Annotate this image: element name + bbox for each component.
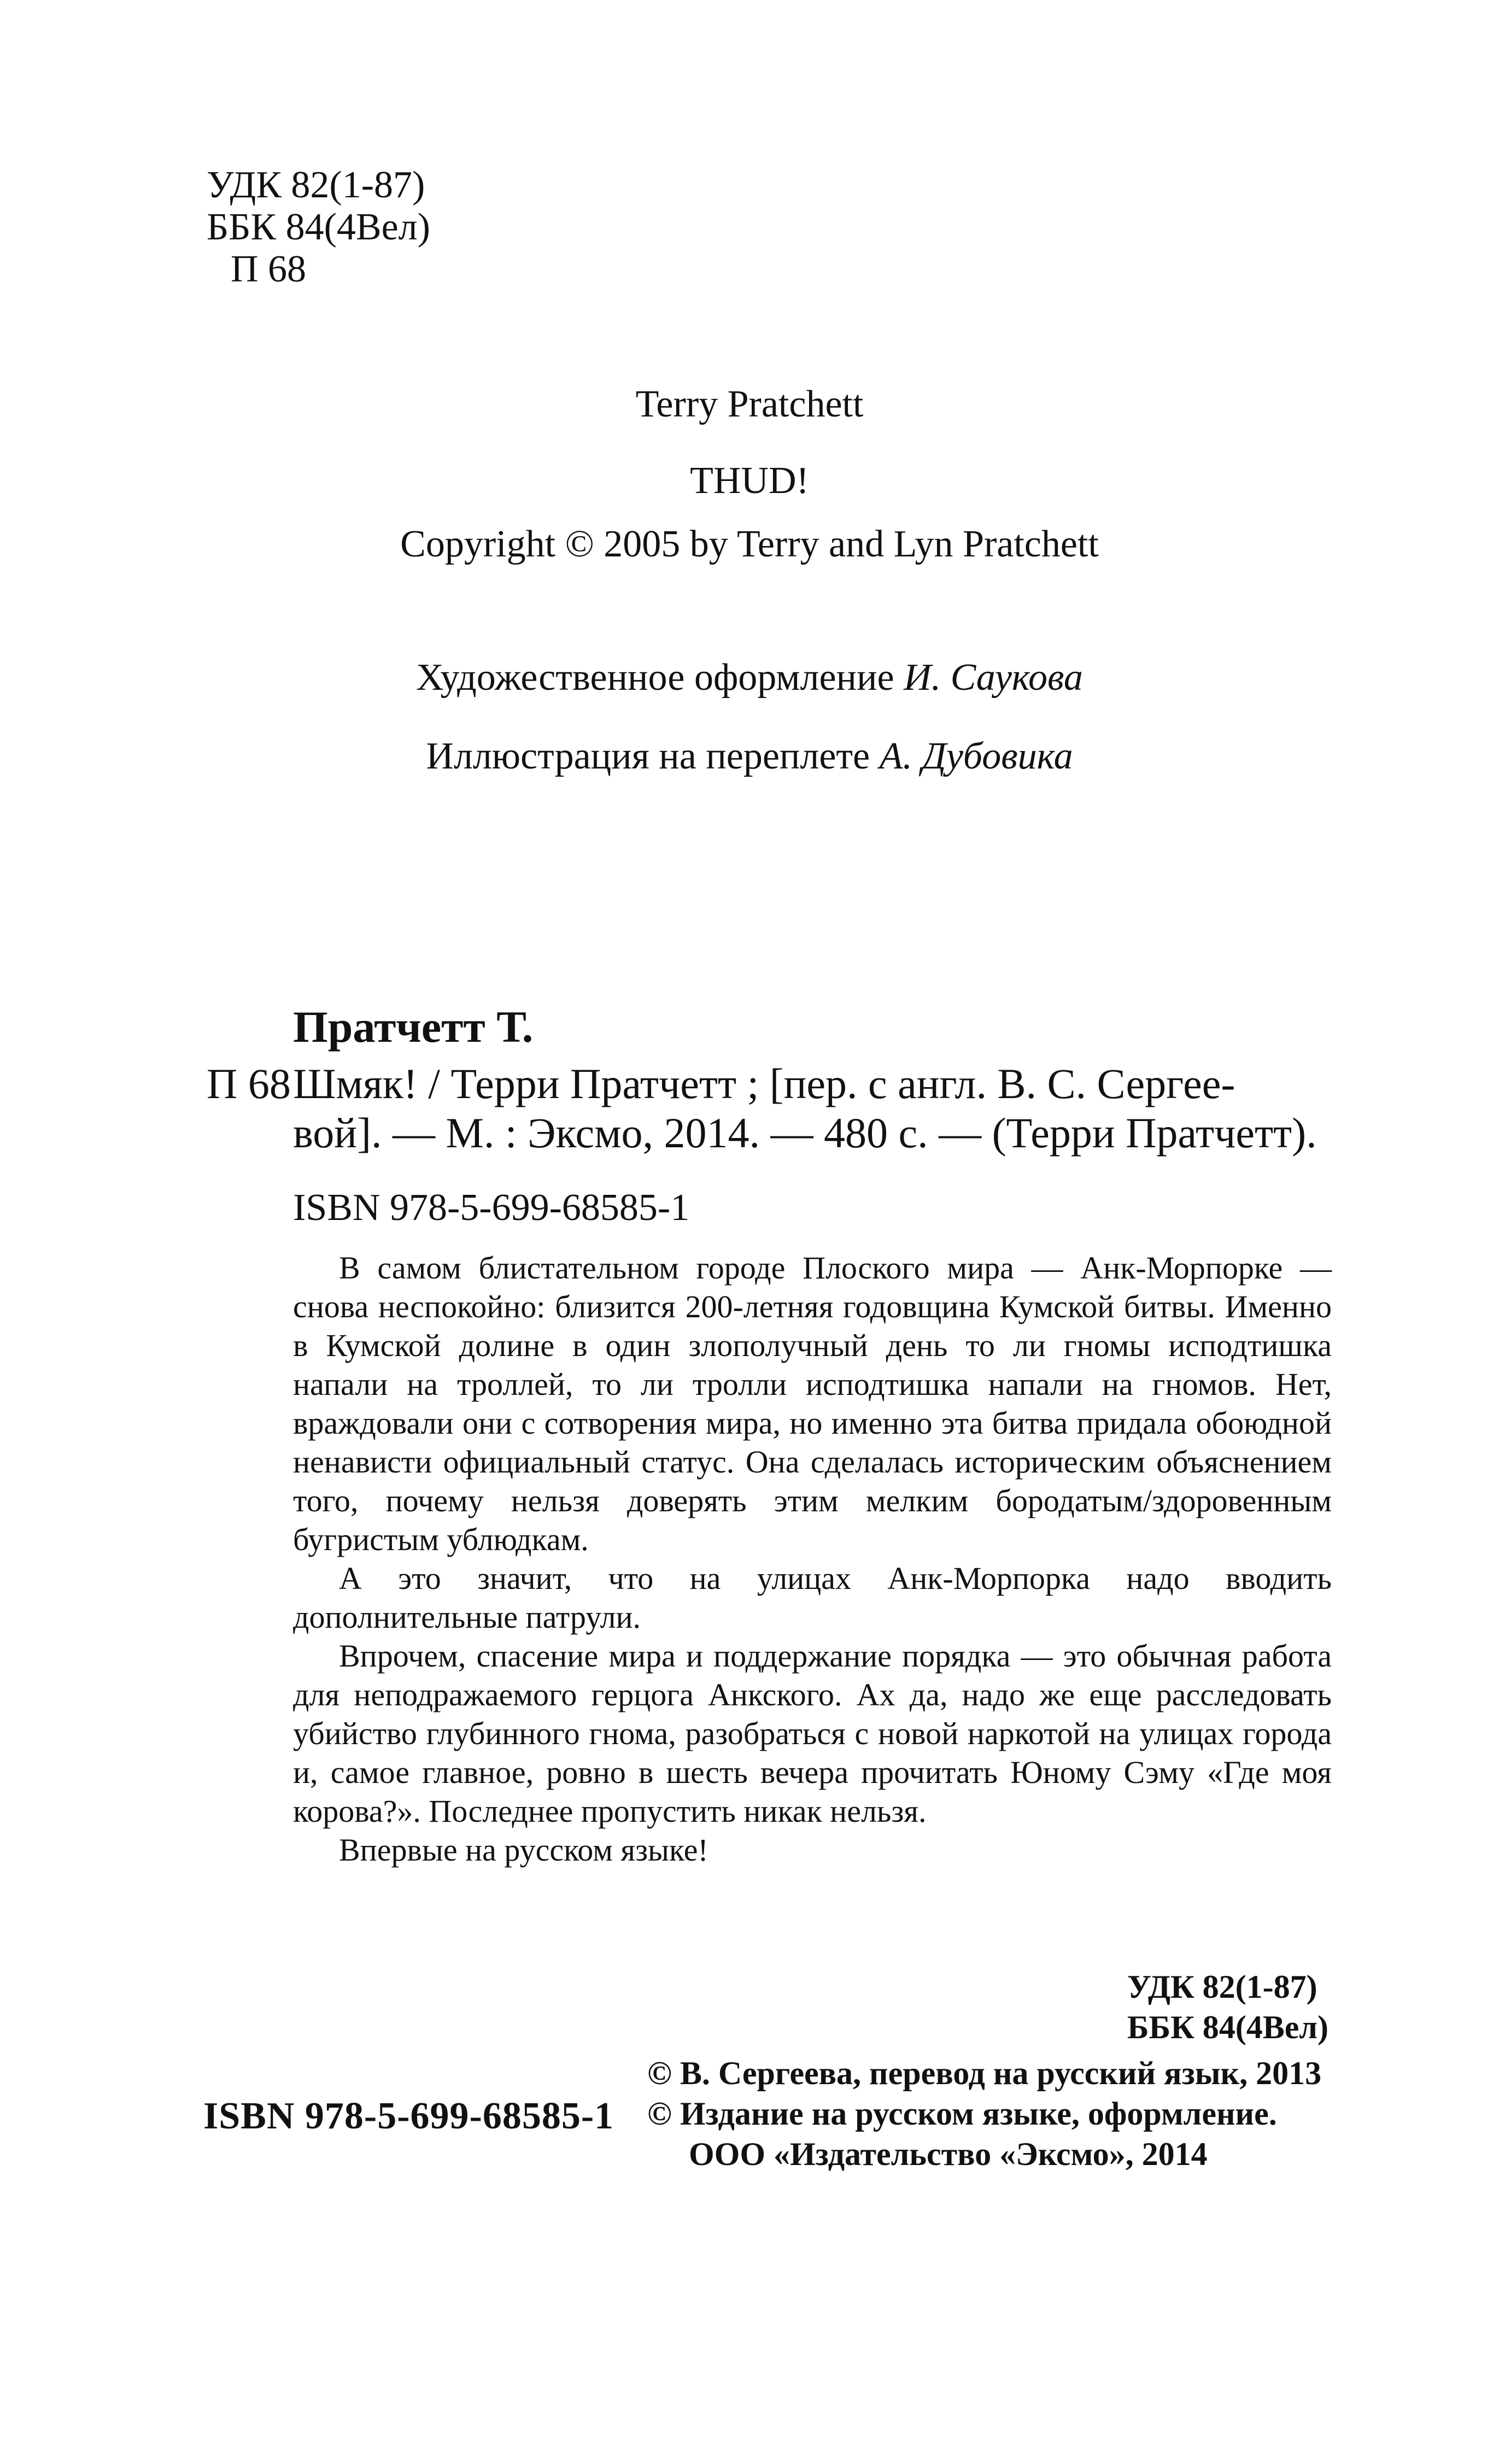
record-author-heading: Пратчетт Т.	[293, 1002, 534, 1052]
author-mark-code: П 68	[231, 248, 307, 290]
footer-udk: УДК 82(1-87)	[1127, 1969, 1318, 2005]
cover-credit-name: А. Дубовика	[879, 735, 1073, 777]
design-credit-label: Художественное оформление	[416, 656, 894, 699]
bbk-code: ББК 84(4Вел)	[207, 206, 430, 248]
footer-copyrights	[647, 2053, 1321, 2174]
original-author: Terry Pratchett	[635, 383, 864, 425]
footer-isbn: ISBN 978-5-699-68585-1	[203, 2095, 614, 2137]
annotation-paragraph-1: В самом блистательном городе Плоского мира — Анк-Морпорке — снова неспокойно: близится 200-летняя годовщина Кумской битвы. Именно в Кумской долине в один злополучный день то ли гномы исподтишка напали на троллей, то ли тролли исподтишка напали на гномов. Нет, враждовали они с сотворения мира, но именно эта битва придала обоюдной ненависти официальный статус. Она сделалась историческим объяснением того, почему нельзя доверять этим мелким бородатым/здоровенным бугристым ублюдкам.	[293, 1250, 1332, 1557]
record-isbn: ISBN 978-5-699-68585-1	[293, 1187, 690, 1229]
annotation-paragraph-4: Впервые на русском языке!	[339, 1832, 708, 1868]
copyright-translation: © В. Сергеева, перевод на русский язык, 2013	[647, 2055, 1322, 2091]
copyright-edition: © Издание на русском языке, оформление.	[647, 2096, 1277, 2132]
footer-classification	[1127, 1967, 1328, 2048]
original-title: THUD!	[690, 460, 809, 502]
record-line-2: вой]. — М. : Эксмо, 2014. — 480 с. — (Терри Пратчетт).	[293, 1109, 1317, 1157]
original-copyright: Copyright © 2005 by Terry and Lyn Pratchett	[400, 523, 1099, 565]
cover-credit-label: Иллюстрация на переплете	[426, 735, 870, 777]
record-line-1: Шмяк! / Терри Пратчетт ; [пер. с англ. В. С. Сергее-	[293, 1060, 1235, 1107]
annotation-paragraph-2: А это значит, что на улицах Анк-Морпорка надо вводить дополнительные патрули.	[293, 1560, 1332, 1635]
classification-block	[207, 164, 430, 290]
annotation	[293, 1248, 1332, 1869]
copyright-publisher: ООО «Издательство «Эксмо», 2014	[689, 2136, 1208, 2172]
design-credit-name: И. Саукова	[904, 656, 1083, 699]
udk-code: УДК 82(1-87)	[207, 164, 425, 206]
record-code: П 68	[207, 1060, 291, 1107]
footer-bbk: ББК 84(4Вел)	[1127, 2009, 1328, 2045]
record-description	[293, 1059, 1332, 1158]
cover-credit	[0, 735, 1499, 778]
design-credit	[0, 656, 1499, 700]
annotation-paragraph-3: Впрочем, спасение мира и поддержание порядка — это обычная работа для неподражаемого герцога Анкского. Ах да, надо же еще расследовать убийство глубинного гнома, разобраться с новой наркотой на улицах города и, самое главное, ровно в шесть вечера прочитать Юному Сэму «Где моя корова?». Последнее пропустить никак нельзя.	[293, 1638, 1332, 1829]
